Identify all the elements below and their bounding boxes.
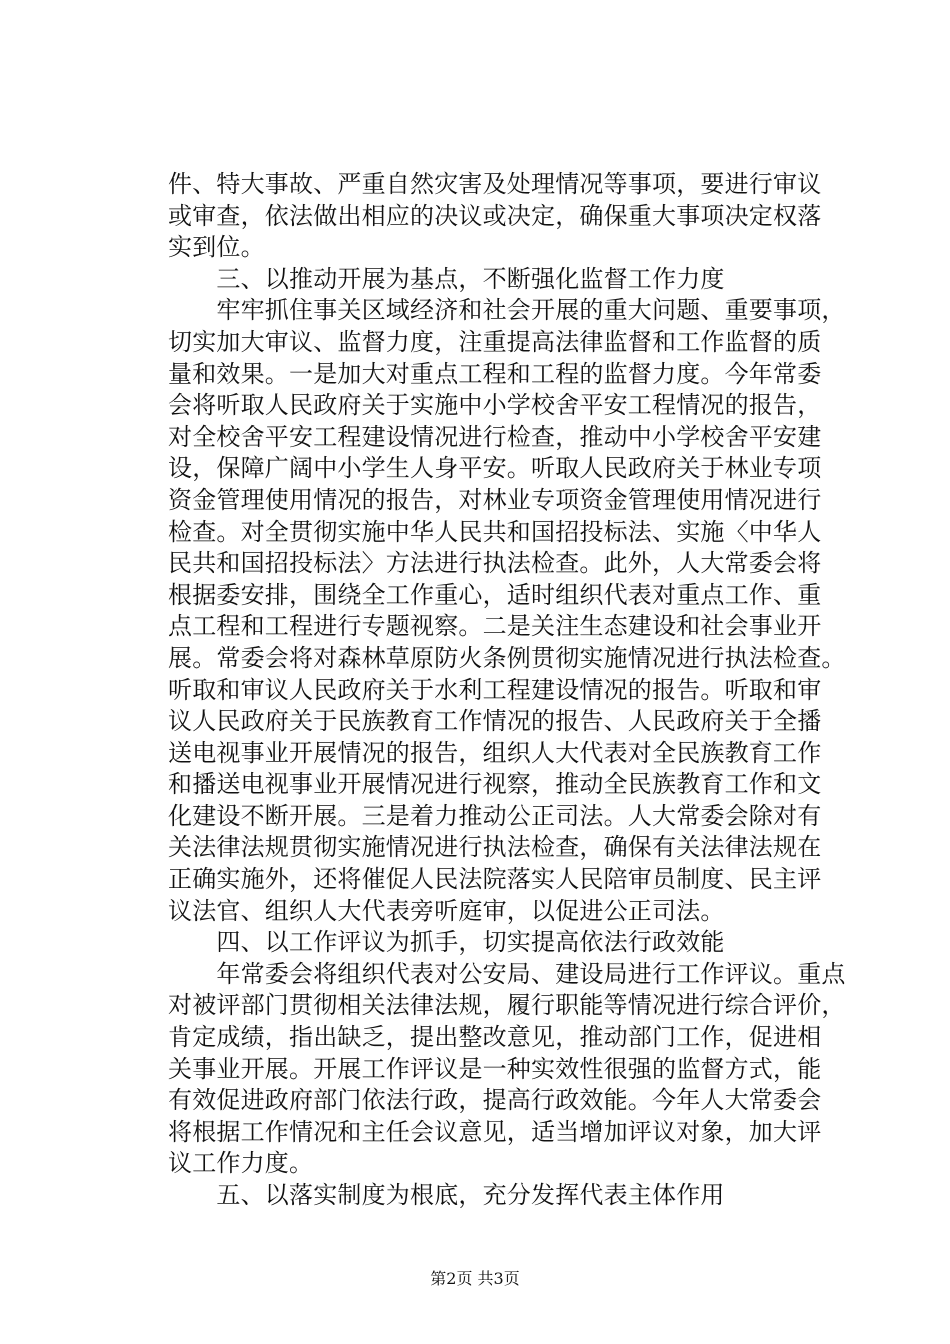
text-line: 年常委会将组织代表对公安局、建设局进行工作评议。重点 xyxy=(168,959,846,988)
text-line: 听取和审议人民政府关于水利工程建设情况的报告。听取和审 xyxy=(168,675,822,704)
text-line: 牢牢抓住事关区域经济和社会开展的重大问题、重要事项， xyxy=(168,296,846,325)
text-line: 或审查，依法做出相应的决议或决定，确保重大事项决定权落 xyxy=(168,201,822,230)
text-line: 对被评部门贯彻相关法律法规，履行职能等情况进行综合评价， xyxy=(168,991,846,1020)
text-line: 件、特大事故、严重自然灾害及处理情况等事项，要进行审议 xyxy=(168,170,822,198)
text-line: 四、以工作评议为抓手，切实提高依法行政效能 xyxy=(168,928,725,957)
text-line: 设，保障广阔中小学生人身平安。听取人民政府关于林业专项 xyxy=(168,454,822,483)
text-line: 化建设不断开展。三是着力推动公正司法。人大常委会除对有 xyxy=(168,801,822,830)
text-line: 议法官、组织人大代表旁听庭审，以促进公正司法。 xyxy=(168,896,725,925)
text-line: 切实加大审议、监督力度，注重提高法律监督和工作监督的质 xyxy=(168,327,822,356)
text-line: 根据委安排，围绕全工作重心，适时组织代表对重点工作、重 xyxy=(168,580,822,609)
document-body xyxy=(168,169,868,1212)
text-line: 检查。对全贯彻实施中华人民共和国招投标法、实施〈中华人 xyxy=(168,517,822,546)
text-line: 将根据工作情况和主任会议意见，适当增加评议对象，加大评 xyxy=(168,1117,822,1146)
text-line: 五、以落实制度为根底，充分发挥代表主体作用 xyxy=(168,1181,725,1209)
text-line: 点工程和工程进行专题视察。二是关注生态建设和社会事业开 xyxy=(168,612,822,641)
text-line: 量和效果。一是加大对重点工程和工程的监督力度。今年常委 xyxy=(168,359,822,388)
text-line: 和播送电视事业开展情况进行视察，推动全民族教育工作和文 xyxy=(168,770,822,799)
text-line: 议工作力度。 xyxy=(168,1149,314,1178)
text-line: 正确实施外，还将催促人民法院落实人民陪审员制度、民主评 xyxy=(168,865,822,894)
text-line: 关事业开展。开展工作评议是一种实效性很强的监督方式，能 xyxy=(168,1054,822,1083)
page-footer: 第2页 共3页 xyxy=(430,1269,520,1288)
text-line: 有效促进政府部门依法行政，提高行政效能。今年人大常委会 xyxy=(168,1086,822,1115)
text-line: 三、以推动开展为基点，不断强化监督工作力度 xyxy=(168,264,725,293)
text-line: 实到位。 xyxy=(168,233,265,262)
text-line: 会将听取人民政府关于实施中小学校舍平安工程情况的报告， xyxy=(168,391,822,420)
text-line: 肯定成绩，指出缺乏，提出整改意见，推动部门工作，促进相 xyxy=(168,1023,822,1052)
text-line: 关法律法规贯彻实施情况进行执法检查，确保有关法律法规在 xyxy=(168,833,822,862)
text-line: 议人民政府关于民族教育工作情况的报告、人民政府关于全播 xyxy=(168,707,822,736)
text-line: 送电视事业开展情况的报告，组织人大代表对全民族教育工作 xyxy=(168,738,822,767)
text-line: 民共和国招投标法〉方法进行执法检查。此外，人大常委会将 xyxy=(168,549,822,578)
text-line: 对全校舍平安工程建设情况进行检查，推动中小学校舍平安建 xyxy=(168,422,822,451)
text-line: 资金管理使用情况的报告，对林业专项资金管理使用情况进行 xyxy=(168,485,822,514)
text-line: 展。常委会将对森林草原防火条例贯彻实施情况进行执法检查。 xyxy=(168,643,846,672)
